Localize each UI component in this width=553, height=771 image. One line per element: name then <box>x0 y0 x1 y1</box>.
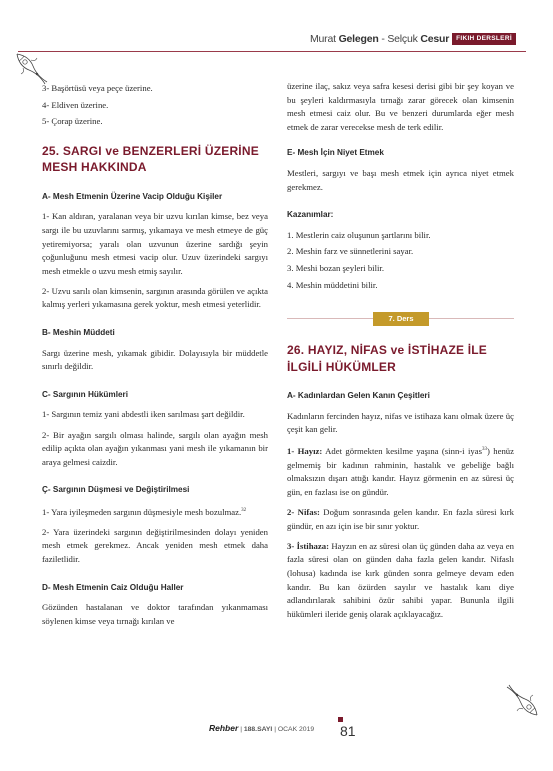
author1-first: Murat <box>310 33 336 45</box>
definition-text: Doğum sonrasında gelen kandır. En fazla süresi kırk gündür, en azı için ise bir sınır yoktur. <box>287 507 514 531</box>
term-label: 1- Hayız: <box>287 446 323 457</box>
paragraph: Kadınların fercinden hayız, nifas ve istihaza kanı olmak üzere üç çeşit kan gelir. <box>287 410 514 435</box>
footnote-marker: 33 <box>481 447 487 453</box>
left-column <box>42 82 268 635</box>
page-number: 81 <box>340 723 356 739</box>
paragraph: 1- Kan aldıran, yaralanan veya bir uzvu kırılan kimse, bez veya sargı ile bu uzuvlarını sarmış, yıkamaya ve mesh etmeye de güç yetiremiyorsa; yaralı olan uzvunun üzerine sardığı şeyin çoğunluğunu mesh etmesi vacip olur. Uzuv üzerindeki sargıyı mesh etmekle o uzvu mesh etmiş sayılır. <box>42 211 268 276</box>
subheading-d: D- Mesh Etmenin Caiz Olduğu Haller <box>42 582 184 592</box>
author2-first: Selçuk <box>387 33 418 45</box>
outcome-item: 2. Meshin farz ve sünnetlerini sayar. <box>287 246 414 257</box>
footnote-marker: 32 <box>241 507 247 513</box>
subheading-ch: Ç- Sargının Düşmesi ve Değiştirilmesi <box>42 485 190 495</box>
issue-date: OCAK 2019 <box>277 726 315 733</box>
definition-istihaza <box>287 540 514 622</box>
subheading-a: A- Kadınlardan Gelen Kanın Çeşitleri <box>287 391 430 401</box>
section-heading-26: 26. HAYIZ, NİFAS ve İSTİHAZE İLE İLGİLİ HÜKÜMLER <box>287 343 488 374</box>
list-item: 4- Eldiven üzerine. <box>42 99 109 110</box>
outcome-item: 3. Meshi bozan şeyleri bilir. <box>287 262 384 273</box>
magazine-brand: Rehber <box>209 723 239 733</box>
right-column <box>287 80 514 628</box>
paragraph: 2- Uzvu sarılı olan kimsenin, sargının arasında görülen ve açıkta kalmış yerleri yıkamasına gerek yoktur, mesh etmesi yeterlidir. <box>42 285 268 310</box>
header-authors <box>310 33 449 45</box>
paragraph: üzerine ilaç, sakız veya safra kesesi derisi gibi bir şey koyan ve bu şeyleri kaldırmasıyla tırnağı zarar görecek olan kimsenin mesh etmesi caiz olur. Bu ve benzeri durumlarda eğer mesh etmek de zarar verecekse mesh de terk edilir. <box>287 81 514 132</box>
author2-last: Cesur <box>420 33 450 45</box>
author-separator: - <box>381 33 385 45</box>
list-item: 3- Başörtüsü veya peçe üzerine. <box>42 83 153 93</box>
paragraph: Gözünden hastalanan ve doktor tarafından yıkanmaması söylenen kimse veya tırnağı kırılan ve <box>42 602 268 626</box>
term-label: 2- Nifas: <box>287 507 320 518</box>
paragraph: Sargı üzerine mesh, yıkamak gibidir. Dolayısıyla bir müddetle sınırlı değildir. <box>42 347 268 372</box>
page-number-mark <box>338 717 343 722</box>
definition-text: Adet görmekten kesilme yaşına (sinn-i iyas <box>322 446 482 457</box>
header-divider <box>18 51 526 52</box>
definition-hayiz <box>287 443 514 499</box>
issue-number: 188.SAYI <box>243 726 273 733</box>
paragraph-with-footnote <box>42 504 268 519</box>
paragraph: 2- Bir ayağın sargılı olması halinde, sargılı olan ayağın mesh edilip açıkta olan ayağın yıkanması yani mesh ile yıkamanın bir araya gelmesi caizdir. <box>42 429 268 467</box>
paragraph: 1- Sargının temiz yani abdestli iken sarılması şart değildir. <box>42 409 245 420</box>
lesson-badge: 7. Ders <box>373 312 429 326</box>
outcomes-heading: Kazanımlar: <box>287 210 334 220</box>
definition-text: ) henüz gelmemiş bir kadının rahminin, hastalık ve gebeliğe bağlı olmaksızın dışarı attığı kandır. Hayız görmenin en az süresi üç gün, en fazlası ise on gündür. <box>287 446 514 498</box>
paragraph: 2- Yara üzerindeki sargının değiştirilmesinden dolayı yeniden mesh etmek gerekmez. Ancak yeniden mesh etmek daha faziletlidir. <box>42 526 268 565</box>
footer-separator: | <box>240 726 242 733</box>
footer-info <box>209 723 314 733</box>
author1-last: Gelegen <box>338 33 379 45</box>
subheading-a: A- Mesh Etmenin Üzerine Vacip Olduğu Kişiler <box>42 191 223 201</box>
definition-nifas <box>287 506 514 533</box>
subheading-e: E- Mesh İçin Niyet Etmek <box>287 148 384 158</box>
outcome-item: 1. Mestlerin caiz oluşunun şartlarını bilir. <box>287 229 431 240</box>
list-item: 5- Çorap üzerine. <box>42 116 103 127</box>
section-heading-25: 25. SARGI ve BENZERLERİ ÜZERİNE MESH HAKKINDA <box>42 143 259 175</box>
paragraph: Mestleri, sargıyı ve başı mesh etmek için ayrıca niyet etmek gerekmez. <box>287 167 514 192</box>
footer-separator: | <box>274 726 276 733</box>
category-tag: FIKIH DERSLERİ <box>452 33 516 45</box>
subheading-b: B- Meshin Müddeti <box>42 328 115 338</box>
lesson-divider <box>287 312 514 326</box>
term-label: 3- İstihaza: <box>287 540 329 551</box>
paragraph-text: 1- Yara iyileşmeden sargının düşmesiyle mesh bozulmaz. <box>42 506 242 517</box>
outcome-item: 4. Meshin müddetini bilir. <box>287 279 378 290</box>
definition-text: Hayzın en az süresi olan üç günden daha az veya en fazla süresi olan on günden daha fazla gelen kandır. Nifaslı (lohusa) kadında ise kırk günden sonra gelmeye devam eden kandır. Bu kan özürden sayılır ve hastalık kanı diye adlandırılarak sahibini özür sahibi yapar. Bununla ilgili hükümleri ileride geniş olarak açıklayacağız. <box>287 540 514 619</box>
subheading-c: C- Sargının Hükümleri <box>42 389 128 399</box>
corner-ornament-top-left <box>15 52 49 86</box>
corner-ornament-bottom-right <box>505 683 539 717</box>
